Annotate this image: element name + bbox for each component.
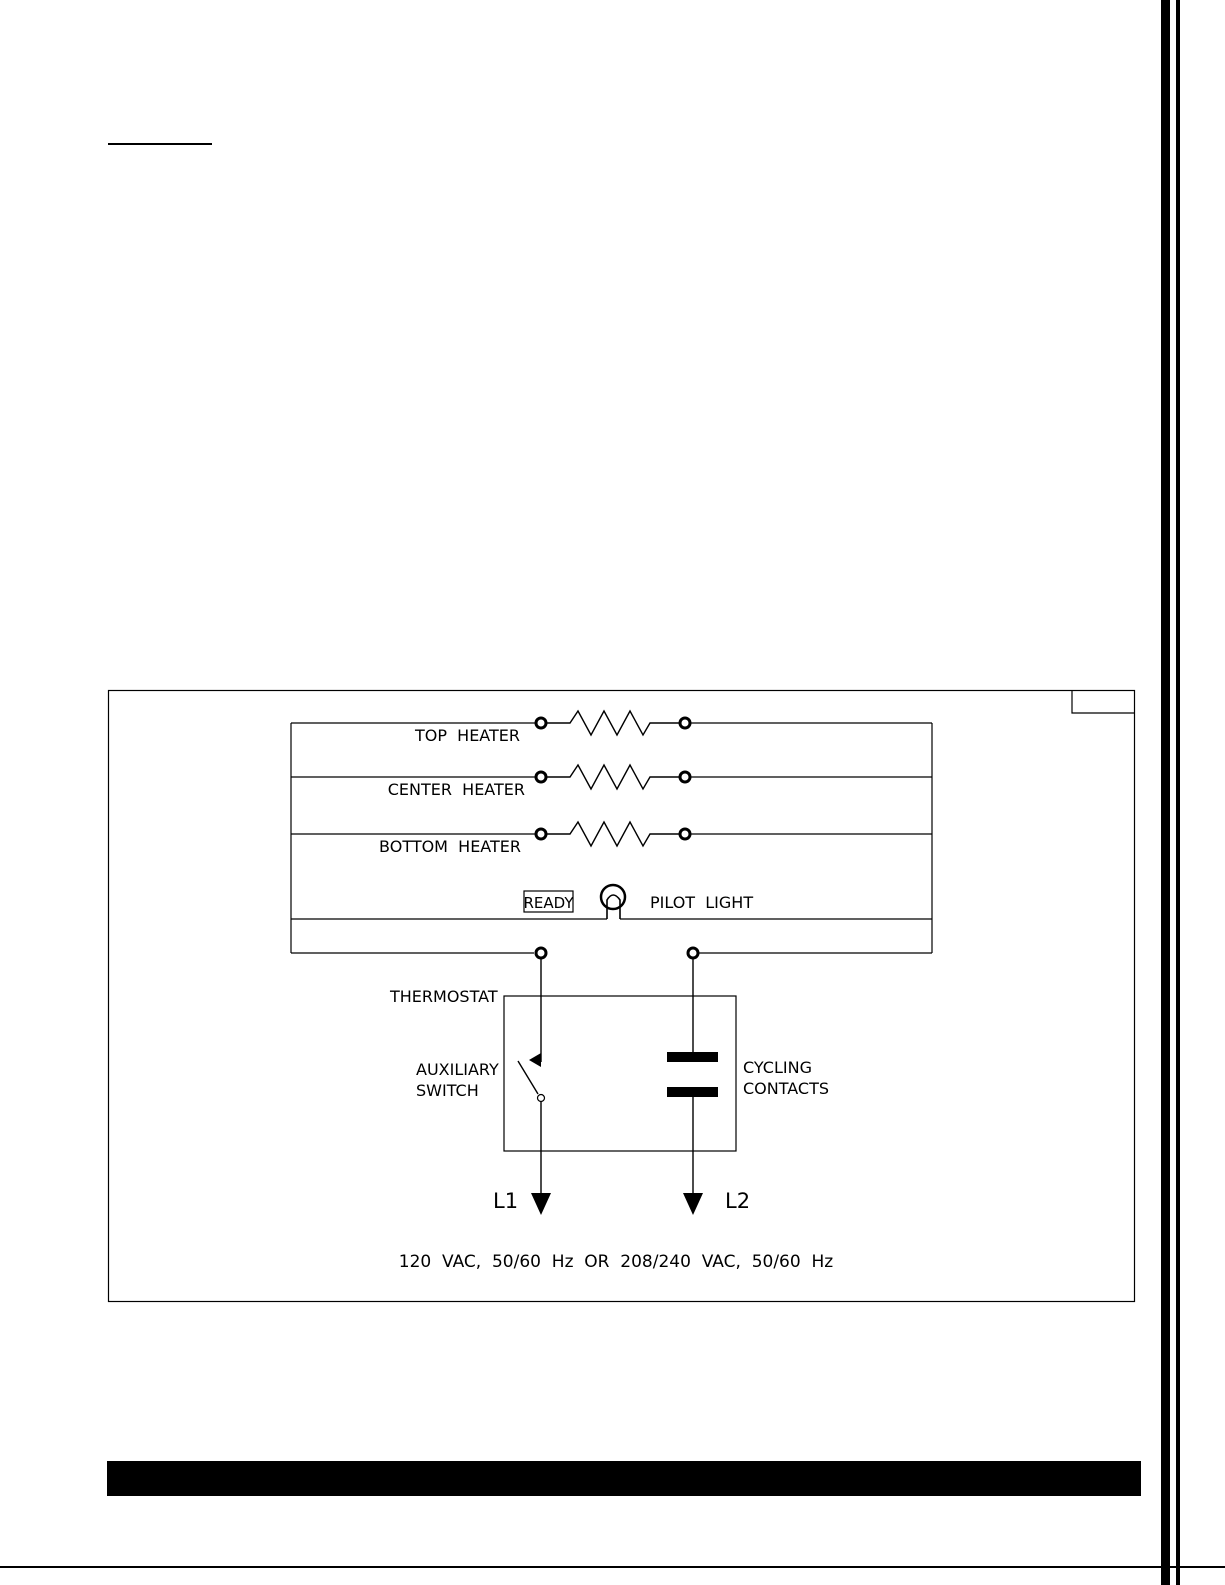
terminal-left bbox=[536, 948, 546, 958]
pilot-light-label: PILOT LIGHT bbox=[650, 893, 754, 912]
l2-label: L2 bbox=[725, 1189, 751, 1213]
supply-rating-label: 120 VAC, 50/60 Hz OR 208/240 VAC, 50/60 Hz bbox=[398, 1252, 834, 1272]
center-heater bbox=[291, 765, 932, 799]
bottom-heater-resistor-icon bbox=[546, 822, 680, 846]
center-heater-label: CENTER HEATER bbox=[387, 780, 525, 799]
l1-arrow-icon bbox=[531, 1193, 551, 1215]
pilot-lamp-icon bbox=[601, 885, 625, 909]
pilot-light bbox=[291, 885, 932, 919]
aux-switch-label-line2: SWITCH bbox=[416, 1081, 479, 1100]
bottom-heater bbox=[291, 822, 932, 856]
switch-contact-arrow-icon bbox=[529, 1053, 541, 1067]
cycling-contacts-label-line1: CYCLING bbox=[743, 1058, 812, 1077]
top-heater bbox=[291, 711, 932, 745]
ready-indicator-label: READY bbox=[523, 894, 574, 912]
center-heater-resistor-icon bbox=[546, 765, 680, 789]
top-heater-label: TOP HEATER bbox=[414, 726, 520, 745]
top-heater-resistor-icon bbox=[546, 711, 680, 735]
contact-plate-bottom bbox=[667, 1087, 718, 1097]
thermostat-box bbox=[504, 996, 736, 1151]
cycling-contacts-label-line2: CONTACTS bbox=[743, 1079, 830, 1098]
contact-plate-top bbox=[667, 1052, 718, 1062]
aux-switch-label-line1: AUXILIARY bbox=[416, 1060, 499, 1079]
terminal-right bbox=[688, 948, 698, 958]
l2-arrow-icon bbox=[683, 1193, 703, 1215]
thermostat-label: THERMOSTAT bbox=[390, 987, 498, 1006]
l1-label: L1 bbox=[493, 1189, 519, 1213]
bottom-heater-label: BOTTOM HEATER bbox=[379, 837, 521, 856]
frame-corner-tab bbox=[1072, 691, 1134, 714]
